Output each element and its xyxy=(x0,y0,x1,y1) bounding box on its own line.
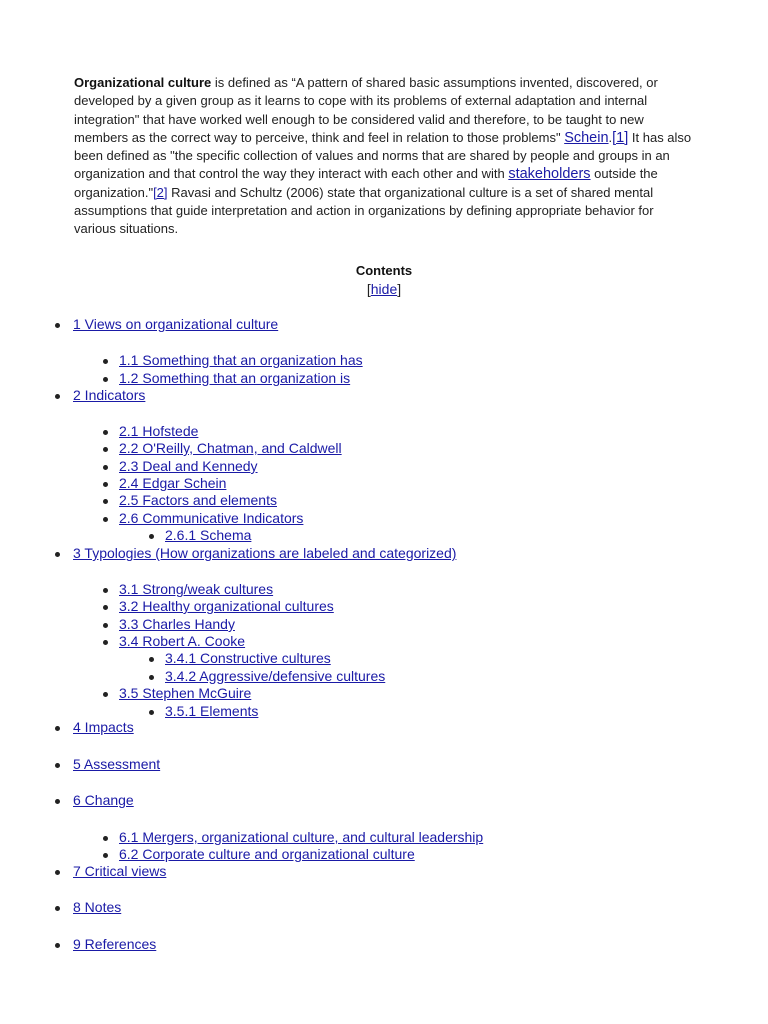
intro-bold-term: Organizational culture xyxy=(74,75,212,90)
toc-item-link[interactable]: 3.3 Charles Handy xyxy=(119,616,235,632)
toc-bullet-icon xyxy=(103,836,108,841)
toc-bullet-icon xyxy=(149,675,154,680)
toc-item-link[interactable]: 2.4 Edgar Schein xyxy=(119,475,227,491)
toc-item-link[interactable]: 6.1 Mergers, organizational culture, and cultural leadership xyxy=(119,829,484,845)
toc-bullet-icon xyxy=(55,870,60,875)
toc-item-link[interactable]: 7 Critical views xyxy=(73,863,167,879)
toc-item-link[interactable]: 1 Views on organizational culture xyxy=(73,316,279,332)
intro-text-3: It has also been defined as "the specific collection of values and norms that are shared by people and groups in an organization and that control the way they interact with each other and with xyxy=(74,129,692,182)
toc-item-link[interactable]: 2.6 Communicative Indicators xyxy=(119,510,304,526)
toc-bullet-icon xyxy=(103,499,108,504)
toc-item-link[interactable]: 3.4.1 Constructive cultures xyxy=(165,650,331,666)
toc-item-link[interactable]: 3.5 Stephen McGuire xyxy=(119,685,252,701)
toc-item-link[interactable]: 3 Typologies (How organizations are labeled and categorized) xyxy=(73,545,457,561)
toc-hide-bracket-close: ] xyxy=(397,281,402,297)
ref-2-link[interactable]: [2] xyxy=(153,184,168,200)
intro-text-1: is defined as “A pattern of shared basic assumptions invented, discovered, or developed by a given group as it learns to cope with its problems of external adaptation and internal integration" that have worked well enough to be considered valid and therefore, to be taught to new members as the correct way to perceive, think and feel in relation to those problems" xyxy=(74,75,658,145)
toc-item-link[interactable]: 2.6.1 Schema xyxy=(165,527,252,543)
toc-bullet-icon xyxy=(149,710,154,715)
toc-item-link[interactable]: 5 Assessment xyxy=(73,756,161,772)
toc-bullet-icon xyxy=(103,430,108,435)
toc-bullet-icon xyxy=(55,323,60,328)
toc-bullet-icon xyxy=(103,640,108,645)
intro-text-4: outside the organization." xyxy=(74,166,658,200)
ref-1-link[interactable]: [1] xyxy=(612,129,629,146)
toc-bullet-icon xyxy=(103,588,108,593)
toc-item-link[interactable]: 3.5.1 Elements xyxy=(165,703,259,719)
toc-hide-bracket-open: [ xyxy=(366,281,371,297)
toc-bullet-icon xyxy=(103,482,108,487)
toc-bullet-icon xyxy=(103,692,108,697)
toc-item-link[interactable]: 9 References xyxy=(73,936,157,952)
toc-bullet-icon xyxy=(103,853,108,858)
toc-item-link[interactable]: 1.1 Something that an organization has xyxy=(119,352,363,368)
toc-bullet-icon xyxy=(103,377,108,382)
toc-bullet-icon xyxy=(103,605,108,610)
toc-item-link[interactable]: 2.1 Hofstede xyxy=(119,423,199,439)
toc-bullet-icon xyxy=(55,726,60,731)
toc-title: Contents xyxy=(355,263,413,278)
toc-bullet-icon xyxy=(55,943,60,948)
toc-item-link[interactable]: 2 Indicators xyxy=(73,387,146,403)
toc-bullet-icon xyxy=(55,906,60,911)
toc-item-link[interactable]: 3.1 Strong/weak cultures xyxy=(119,581,274,597)
toc-bullet-icon xyxy=(55,763,60,768)
toc-item-link[interactable]: 6.2 Corporate culture and organizational culture xyxy=(119,846,415,862)
toc-item-link[interactable]: 4 Impacts xyxy=(73,719,134,735)
toc-bullet-icon xyxy=(55,799,60,804)
toc-bullet-icon xyxy=(103,465,108,470)
toc-bullet-icon xyxy=(103,517,108,522)
intro-text-2: . xyxy=(608,129,613,145)
toc-bullet-icon xyxy=(149,657,154,662)
toc-bullet-icon xyxy=(103,359,108,364)
toc-item-link[interactable]: 6 Change xyxy=(73,792,134,808)
toc-item-link[interactable]: 3.4 Robert A. Cooke xyxy=(119,633,246,649)
toc-item-link[interactable]: 2.5 Factors and elements xyxy=(119,492,277,508)
stakeholders-link[interactable]: stakeholders xyxy=(508,166,591,183)
toc-item-link[interactable]: 1.2 Something that an organization is xyxy=(119,370,351,386)
toc-bullet-icon xyxy=(149,534,154,539)
toc-bullet-icon xyxy=(55,394,60,399)
toc-item-link[interactable]: 2.2 O'Reilly, Chatman, and Caldwell xyxy=(119,440,342,456)
toc-item-link[interactable]: 3.2 Healthy organizational cultures xyxy=(119,598,334,614)
toc-bullet-icon xyxy=(103,447,108,452)
toc-bullet-icon xyxy=(103,623,108,628)
toc-hide-link[interactable]: hide xyxy=(370,281,398,297)
toc-item-link[interactable]: 8 Notes xyxy=(73,899,122,915)
toc-item-link[interactable]: 2.3 Deal and Kennedy xyxy=(119,458,258,474)
toc-item-link[interactable]: 3.4.2 Aggressive/defensive cultures xyxy=(165,668,386,684)
intro-text-5: Ravasi and Schultz (2006) state that organizational culture is a set of shared mental assumptions that guide interpretation and action in organizations by defining appropriate behavior for various situations. xyxy=(74,184,654,237)
toc-bullet-icon xyxy=(55,552,60,557)
schein-link[interactable]: Schein xyxy=(564,129,609,146)
